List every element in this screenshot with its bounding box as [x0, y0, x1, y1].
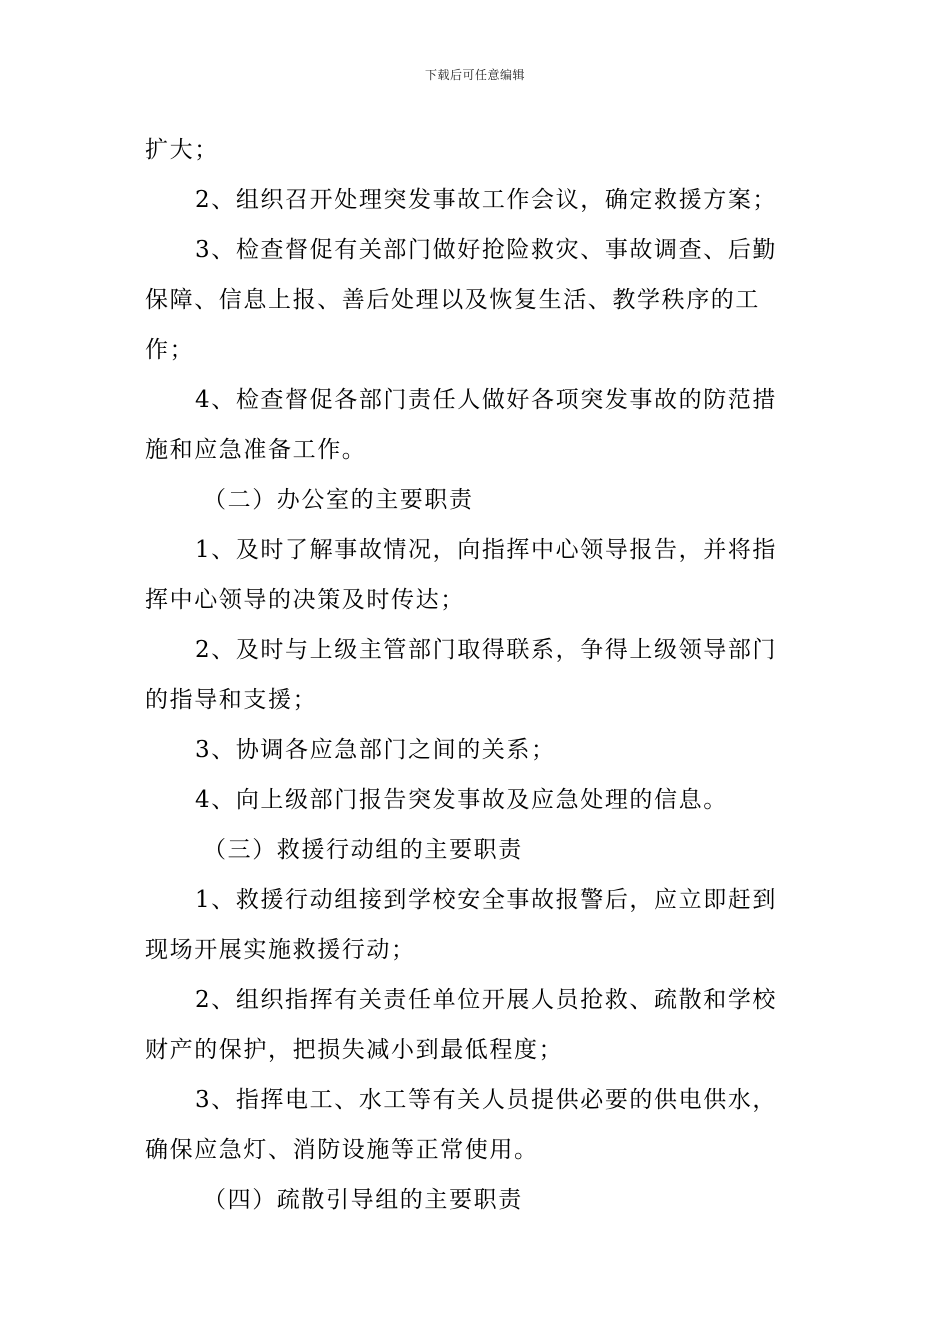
paragraph-line: 4、向上级部门报告突发事故及应急处理的信息。	[195, 787, 728, 813]
section-heading: （二）办公室的主要职责	[203, 487, 474, 513]
paragraph-line: 2、组织指挥有关责任单位开展人员抢救、疏散和学校	[195, 987, 778, 1013]
paragraph-line: 2、组织召开处理突发事故工作会议，确定救援方案；	[195, 187, 778, 213]
paragraph-line: 作；	[145, 337, 195, 363]
paragraph-line: 3、检查督促有关部门做好抢险救灾、事故调查、后勤	[195, 237, 778, 263]
paragraph-line: 4、检查督促各部门责任人做好各项突发事故的防范措	[195, 387, 778, 413]
paragraph-line: 1、救援行动组接到学校安全事故报警后，应立即赶到	[195, 887, 778, 913]
paragraph-line: 2、及时与上级主管部门取得联系，争得上级领导部门	[195, 637, 778, 663]
page-header: 下载后可任意编辑	[424, 68, 525, 82]
paragraph-line: 财产的保护，把损失减小到最低程度；	[145, 1037, 564, 1063]
paragraph-line: 3、指挥电工、水工等有关人员提供必要的供电供水，	[195, 1087, 778, 1113]
paragraph-line: 确保应急灯、消防设施等正常使用。	[145, 1137, 539, 1163]
paragraph-line: 3、协调各应急部门之间的关系；	[195, 737, 556, 763]
section-heading: （四）疏散引导组的主要职责	[203, 1187, 523, 1213]
paragraph-line: 现场开展实施救援行动；	[145, 937, 416, 963]
paragraph-line: 保障、信息上报、善后处理以及恢复生活、教学秩序的工	[145, 287, 760, 313]
paragraph-line: 1、及时了解事故情况，向指挥中心领导报告，并将指	[195, 537, 778, 563]
paragraph-line: 扩大；	[145, 137, 219, 163]
paragraph-line: 施和应急准备工作。	[145, 437, 367, 463]
paragraph-line: 的指导和支援；	[145, 687, 318, 713]
paragraph-line: 挥中心领导的决策及时传达；	[145, 587, 465, 613]
document-body	[145, 125, 810, 1225]
section-heading: （三）救援行动组的主要职责	[203, 837, 523, 863]
